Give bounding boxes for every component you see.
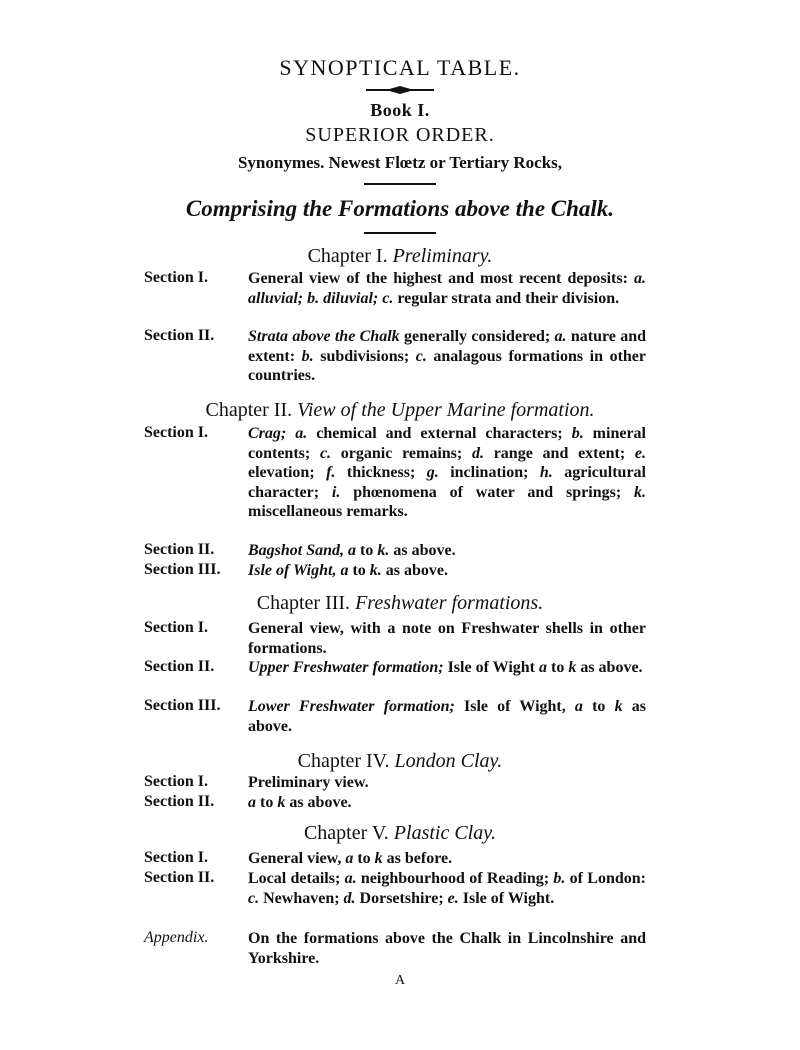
- section-text: General view, with a note on Freshwater shells in other formations.: [248, 620, 646, 657]
- lozenge-ornament-icon: [386, 85, 414, 95]
- chapter-title: Preliminary.: [392, 245, 493, 267]
- section-text: Bagshot Sand, a to k. as above.: [248, 542, 456, 559]
- section-label: Section I.: [144, 773, 208, 790]
- section-label: Section I.: [144, 269, 208, 286]
- book-number: Book I.: [370, 100, 430, 120]
- comprising-heading: Comprising the Formations above the Chalk.: [185, 196, 615, 221]
- section-text: Lower Freshwater formation; Isle of Wight, a to k as above.: [248, 698, 646, 735]
- chapter-heading: [0, 245, 800, 268]
- chapter-heading: [0, 750, 800, 773]
- section-text: Local details; a. neighbourhood of Reading; b. of London: c. Newhaven; d. Dorsetshire; e. Isle of Wight.: [248, 870, 646, 907]
- section-label: Section II.: [144, 658, 215, 675]
- chapter-number: Chapter V.: [303, 822, 389, 844]
- section-label: Section III.: [144, 561, 221, 578]
- chapter-number: Chapter III.: [256, 592, 351, 614]
- divider-rule: [364, 232, 436, 234]
- section-label: Section II.: [144, 793, 215, 810]
- chapter-heading: [0, 592, 800, 615]
- chapter-number: Chapter IV.: [297, 750, 390, 772]
- section-text: Isle of Wight, a to k. as above.: [248, 562, 449, 579]
- section-label: Section II.: [144, 869, 215, 886]
- section-label: Section II.: [144, 541, 215, 558]
- section-text: On the formations above the Chalk in Lincolnshire and Yorkshire.: [248, 930, 646, 967]
- chapter-number: Chapter I.: [307, 245, 388, 267]
- section-text: General view, a to k as before.: [248, 850, 453, 867]
- section-label: Section I.: [144, 424, 208, 441]
- page-title: SYNOPTICAL TABLE.: [279, 55, 521, 80]
- chapter-title: View of the Upper Marine formation.: [297, 399, 595, 421]
- signature-mark: A: [394, 973, 406, 988]
- order-heading: SUPERIOR ORDER.: [305, 124, 495, 146]
- chapter-heading: [0, 822, 800, 845]
- divider-rule: [364, 183, 436, 185]
- synonymes-line: Synonymes. Newest Flœtz or Tertiary Rocks,: [237, 153, 563, 172]
- section-label: Section III.: [144, 697, 221, 714]
- section-text: Preliminary view.: [248, 774, 369, 791]
- chapter-title: London Clay.: [394, 750, 503, 772]
- chapter-heading: [0, 399, 800, 422]
- section-text: Strata above the Chalk generally considered; a. nature and extent: b. subdivisions; c. analagous formations in other countries.: [248, 328, 647, 384]
- appendix-label: Appendix.: [144, 929, 209, 946]
- chapter-number: Chapter II.: [205, 399, 293, 421]
- section-text: a to k as above.: [248, 794, 352, 811]
- section-label: Section I.: [144, 849, 208, 866]
- section-label: Section II.: [144, 327, 215, 344]
- chapter-title: Plastic Clay.: [393, 822, 497, 844]
- chapter-title: Freshwater formations.: [355, 592, 544, 614]
- section-label: Section I.: [144, 619, 208, 636]
- section-text: Upper Freshwater formation; Isle of Wight a to k as above.: [248, 659, 643, 676]
- section-text: General view of the highest and most recent deposits: a. alluvial; b. diluvial; c. regular strata and their division.: [248, 270, 646, 307]
- section-text: Crag; a. chemical and external characters; b. mineral contents; c. organic remains; d. range and extent; e. elevation; f. thickness; g. inclination; h. agricultural character; i. phœnomena of water and springs; k. miscellaneous remarks.: [248, 425, 647, 520]
